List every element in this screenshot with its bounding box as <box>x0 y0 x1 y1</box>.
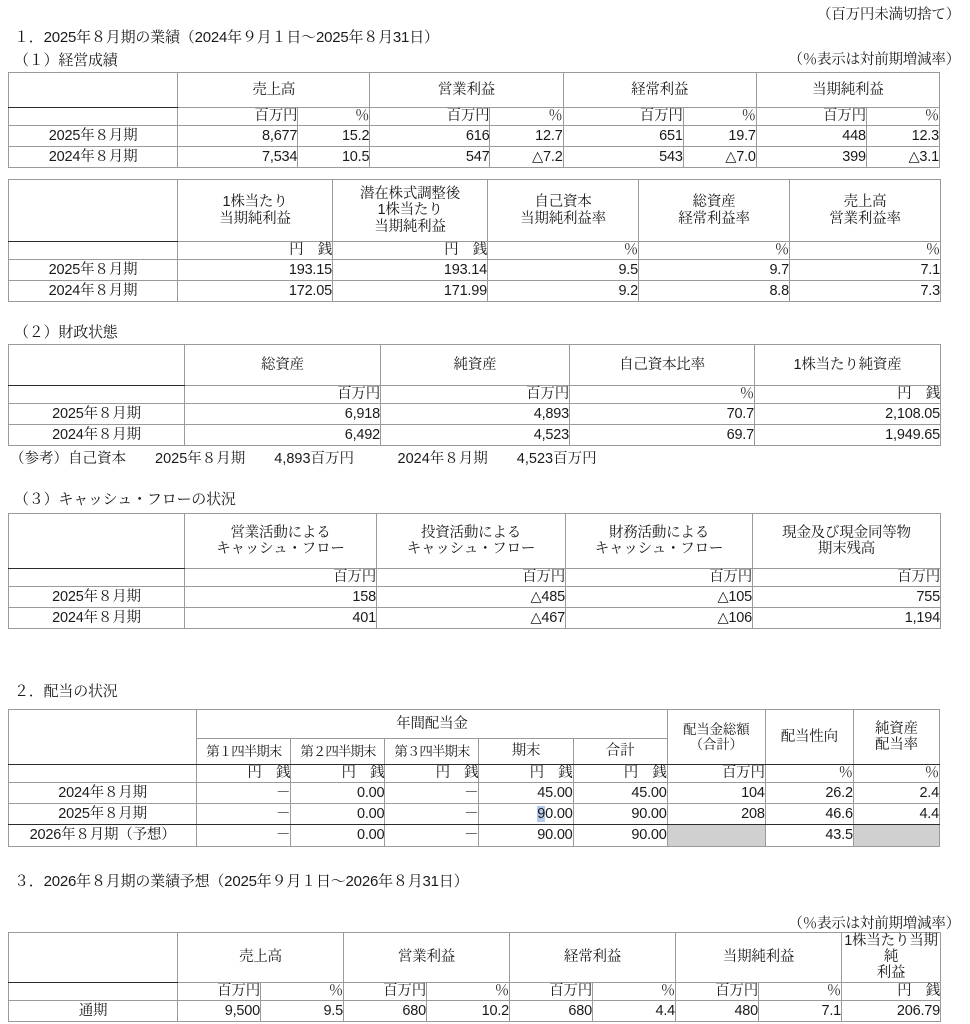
pershare-unit-2: ％ <box>488 242 639 260</box>
pershare-col-diluted-eps-l2: 1株当たり <box>377 202 443 219</box>
dividend-cell-2-7 <box>853 825 939 847</box>
dividend-cell-2-3: 90.00 <box>479 825 573 847</box>
pershare-col-roa <box>639 180 790 242</box>
dividend-cell-2-2: － <box>385 825 479 847</box>
table-row-header <box>9 345 941 386</box>
cashflow-cell-1-1: △467 <box>377 608 566 629</box>
results-cell-1-5: △7.0 <box>683 147 756 168</box>
dividend-cell-1-3 <box>479 804 573 825</box>
pershare-col-roe-l1: 自己資本 <box>534 194 592 211</box>
table-row-header <box>9 933 941 983</box>
forecast-col-operating-income: 営業利益 <box>344 933 510 983</box>
section1-title: １．2025年８月期の業績（2024年９月１日～2025年８月31日） <box>14 29 439 46</box>
forecast-table <box>8 932 941 1022</box>
pershare-unit-1: 円 銭 <box>333 242 488 260</box>
forecast-unit-1: ％ <box>261 982 344 1000</box>
position-cell-1-0: 6,492 <box>185 425 381 446</box>
dividend-cell-2-5 <box>667 825 765 847</box>
results-unit-0: 百万円 <box>178 108 298 126</box>
cashflow-cell-0-2: △105 <box>566 587 753 608</box>
cashflow-cell-1-0: 401 <box>185 608 377 629</box>
forecast-cell-0-8: 206.79 <box>842 1000 941 1021</box>
cashflow-unit-0: 百万円 <box>185 569 377 587</box>
pct-note-1: （％表示は対前期増減率） <box>788 52 960 68</box>
results-cell-1-2: 547 <box>370 147 490 168</box>
rounding-note: （百万円未満切捨て） <box>817 7 960 23</box>
results-table <box>8 72 940 168</box>
cashflow-col-investing-l2: キャッシュ・フロー <box>406 541 536 557</box>
pershare-cell-0-1: 193.14 <box>333 260 488 281</box>
position-unit-0: 百万円 <box>185 386 381 404</box>
dividend-cell-0-1: 0.00 <box>291 783 385 804</box>
forecast-cell-0-0: 9,500 <box>178 1000 261 1021</box>
dividend-row-label-1: 2025年８月期 <box>9 804 197 825</box>
pershare-col-opmargin <box>790 180 941 242</box>
table-row <box>9 126 940 147</box>
forecast-unit-5: ％ <box>593 982 676 1000</box>
position-row-label-0: 2025年８月期 <box>9 404 185 425</box>
table-row <box>9 147 940 168</box>
dividend-unit-0: 円 銭 <box>197 765 291 783</box>
dividend-col-total-amount-l2: （合計） <box>689 737 743 752</box>
table-row <box>9 260 941 281</box>
forecast-cell-0-3: 10.2 <box>427 1000 510 1021</box>
dividend-table <box>8 709 940 847</box>
pershare-table <box>8 179 941 302</box>
dividend-cell-2-0: － <box>197 825 291 847</box>
dividend-subcol-q2: 第２四半期末 <box>291 739 385 765</box>
dividend-cell-0-3: 45.00 <box>479 783 573 804</box>
dividend-cell-0-6: 26.2 <box>765 783 853 804</box>
position-corner-cell <box>9 345 185 386</box>
forecast-unit-blank <box>9 982 178 1000</box>
results-cell-0-6: 448 <box>756 126 866 147</box>
forecast-cell-0-5: 4.4 <box>593 1000 676 1021</box>
pershare-col-diluted-eps-l1: 潜在株式調整後 <box>359 186 461 203</box>
cashflow-table <box>8 513 941 629</box>
dividend-col-doe-l2: 配当率 <box>874 737 918 753</box>
cashflow-cell-0-3: 755 <box>753 587 941 608</box>
forecast-unit-4: 百万円 <box>510 982 593 1000</box>
position-cell-1-2: 69.7 <box>570 425 755 446</box>
pershare-cell-1-3: 8.8 <box>639 281 790 302</box>
position-cell-0-3: 2,108.05 <box>755 404 941 425</box>
forecast-cell-0-1: 9.5 <box>261 1000 344 1021</box>
table-row-header <box>9 514 941 569</box>
forecast-cell-0-2: 680 <box>344 1000 427 1021</box>
results-row-label-0: 2025年８月期 <box>9 126 178 147</box>
forecast-unit-7: ％ <box>759 982 842 1000</box>
results-cell-0-4: 651 <box>563 126 683 147</box>
dividend-unit-4: 円 銭 <box>573 765 667 783</box>
dividend-row-label-2: 2026年８月期（予想） <box>9 825 197 847</box>
dividend-cell-0-2: － <box>385 783 479 804</box>
cashflow-cell-0-0: 158 <box>185 587 377 608</box>
dividend-cell-2-4: 90.00 <box>573 825 667 847</box>
cashflow-col-investing <box>377 514 566 569</box>
position-cell-1-3: 1,949.65 <box>755 425 941 446</box>
forecast-unit-0: 百万円 <box>178 982 261 1000</box>
dividend-cell-1-3-rest: 0.00 <box>545 805 573 822</box>
cashflow-row-label-0: 2025年８月期 <box>9 587 185 608</box>
table-row <box>9 281 941 302</box>
position-unit-blank <box>9 386 185 404</box>
section1-sub1-title: （１）経営成績 <box>14 52 118 69</box>
pershare-unit-0: 円 銭 <box>178 242 333 260</box>
text-selection-highlight: 9 <box>537 805 546 822</box>
cashflow-unit-1: 百万円 <box>377 569 566 587</box>
table-row-units <box>9 982 941 1000</box>
section1-sub2-title: （２）財政状態 <box>14 324 118 341</box>
dividend-unit-3: 円 銭 <box>479 765 573 783</box>
cashflow-col-financing-l1: 財務活動による <box>608 524 710 541</box>
dividend-subcol-yearend: 期末 <box>479 739 573 765</box>
dividend-col-total-amount <box>667 710 765 765</box>
dividend-row-label-0: 2024年８月期 <box>9 783 197 804</box>
pershare-col-roe <box>488 180 639 242</box>
results-unit-2: 百万円 <box>370 108 490 126</box>
results-row-label-1: 2024年８月期 <box>9 147 178 168</box>
cashflow-col-cash-balance-l2: 期末残高 <box>817 541 876 557</box>
position-col-bps: 1株当たり純資産 <box>755 345 941 386</box>
position-row-label-1: 2024年８月期 <box>9 425 185 446</box>
position-unit-3: 円 銭 <box>755 386 941 404</box>
dividend-cell-0-7: 2.4 <box>853 783 939 804</box>
table-row <box>9 404 941 425</box>
table-row-units <box>9 386 941 404</box>
dividend-cell-1-7: 4.4 <box>853 804 939 825</box>
results-unit-4: 百万円 <box>563 108 683 126</box>
dividend-subcol-total: 合計 <box>573 739 667 765</box>
table-row-units <box>9 569 941 587</box>
forecast-col-eps <box>842 933 941 983</box>
cashflow-corner-cell <box>9 514 185 569</box>
forecast-col-eps-l2: 利益 <box>876 965 906 982</box>
table-row <box>9 804 940 825</box>
results-cell-0-1: 15.2 <box>298 126 370 147</box>
cashflow-unit-3: 百万円 <box>753 569 941 587</box>
cashflow-col-operating <box>185 514 377 569</box>
dividend-col-payout-ratio: 配当性向 <box>765 710 853 765</box>
forecast-col-ordinary-income: 経常利益 <box>510 933 676 983</box>
pershare-cell-1-4: 7.3 <box>790 281 941 302</box>
pershare-col-roa-l2: 経常利益率 <box>678 210 750 227</box>
results-cell-0-7: 12.3 <box>866 126 939 147</box>
dividend-cell-2-6: 43.5 <box>765 825 853 847</box>
results-cell-1-6: 399 <box>756 147 866 168</box>
pershare-cell-0-0: 193.15 <box>178 260 333 281</box>
pershare-col-eps-l1: 1株当たり <box>222 194 288 211</box>
pershare-col-eps-l2: 当期純利益 <box>219 210 291 227</box>
pershare-col-roe-l2: 当期純利益率 <box>520 210 606 227</box>
equity-reference-line: （参考）自己資本 2025年８月期 4,893百万円 2024年８月期 4,523百万円 <box>10 451 597 467</box>
pershare-col-opmargin-l1: 売上高 <box>843 194 887 211</box>
pershare-corner-cell <box>9 180 178 242</box>
pershare-cell-1-1: 171.99 <box>333 281 488 302</box>
results-cell-1-0: 7,534 <box>178 147 298 168</box>
dividend-unit-1: 円 銭 <box>291 765 385 783</box>
position-cell-1-1: 4,523 <box>381 425 570 446</box>
table-row-units <box>9 242 941 260</box>
dividend-cell-1-5: 208 <box>667 804 765 825</box>
table-row <box>9 825 940 847</box>
dividend-cell-1-4: 90.00 <box>573 804 667 825</box>
position-unit-2: ％ <box>570 386 755 404</box>
dividend-unit-6: ％ <box>765 765 853 783</box>
results-cell-1-7: △3.1 <box>866 147 939 168</box>
pershare-cell-1-2: 9.2 <box>488 281 639 302</box>
results-col-operating-income: 営業利益 <box>370 73 563 108</box>
section3-title: ３．2026年８月期の業績予想（2025年９月１日～2026年８月31日） <box>14 873 469 890</box>
cashflow-cell-1-3: 1,194 <box>753 608 941 629</box>
pershare-row-label-1: 2024年８月期 <box>9 281 178 302</box>
dividend-cell-1-6: 46.6 <box>765 804 853 825</box>
position-col-equity-ratio: 自己資本比率 <box>570 345 755 386</box>
position-cell-0-0: 6,918 <box>185 404 381 425</box>
forecast-unit-3: ％ <box>427 982 510 1000</box>
pershare-cell-0-3: 9.7 <box>639 260 790 281</box>
pershare-col-eps <box>178 180 333 242</box>
table-row <box>9 1000 941 1021</box>
dividend-subcol-q1: 第１四半期末 <box>197 739 291 765</box>
cashflow-col-financing <box>566 514 753 569</box>
financial-position-table <box>8 344 941 446</box>
results-unit-3: ％ <box>490 108 563 126</box>
forecast-corner-cell <box>9 933 178 983</box>
table-row-units <box>9 108 940 126</box>
pershare-col-diluted-eps <box>333 180 488 242</box>
pershare-col-diluted-eps-l3: 当期純利益 <box>374 218 446 235</box>
results-unit-5: ％ <box>683 108 756 126</box>
cashflow-col-operating-l2: キャッシュ・フロー <box>216 541 345 557</box>
dividend-cell-1-1: 0.00 <box>291 804 385 825</box>
results-cell-0-2: 616 <box>370 126 490 147</box>
dividend-col-doe-l1: 純資産 <box>874 720 918 737</box>
section2-title: ２．配当の状況 <box>14 683 118 700</box>
pershare-row-label-0: 2025年８月期 <box>9 260 178 281</box>
results-cell-0-3: 12.7 <box>490 126 563 147</box>
cashflow-row-label-1: 2024年８月期 <box>9 608 185 629</box>
forecast-col-sales: 売上高 <box>178 933 344 983</box>
pershare-cell-0-4: 7.1 <box>790 260 941 281</box>
results-cell-0-0: 8,677 <box>178 126 298 147</box>
dividend-unit-5: 百万円 <box>667 765 765 783</box>
results-col-ordinary-income: 経常利益 <box>563 73 756 108</box>
dividend-cell-1-0: － <box>197 804 291 825</box>
table-row-header <box>9 180 941 242</box>
cashflow-cell-1-2: △106 <box>566 608 753 629</box>
pershare-unit-blank <box>9 242 178 260</box>
dividend-corner-cell <box>9 710 197 765</box>
position-cell-0-2: 70.7 <box>570 404 755 425</box>
position-col-total-assets: 総資産 <box>185 345 381 386</box>
pershare-unit-3: ％ <box>639 242 790 260</box>
cashflow-col-financing-l2: キャッシュ・フロー <box>594 541 724 557</box>
forecast-row-label-0: 通期 <box>9 1000 178 1021</box>
position-col-net-assets: 純資産 <box>381 345 570 386</box>
pershare-cell-1-0: 172.05 <box>178 281 333 302</box>
dividend-cell-0-5: 104 <box>667 783 765 804</box>
dividend-col-total-amount-l1: 配当金総額 <box>682 721 750 737</box>
forecast-cell-0-4: 680 <box>510 1000 593 1021</box>
table-row <box>9 587 941 608</box>
results-cell-1-1: 10.5 <box>298 147 370 168</box>
forecast-unit-6: 百万円 <box>676 982 759 1000</box>
cashflow-col-cash-balance-l1: 現金及び現金同等物 <box>782 524 911 541</box>
cashflow-col-operating-l1: 営業活動による <box>230 524 331 541</box>
dividend-unit-7: ％ <box>853 765 939 783</box>
forecast-col-eps-l1: 1株当たり当期純 <box>844 933 938 966</box>
cashflow-unit-blank <box>9 569 185 587</box>
results-cell-0-5: 19.7 <box>683 126 756 147</box>
pct-note-3: （％表示は対前期増減率） <box>788 916 960 932</box>
pershare-col-roa-l1: 総資産 <box>692 194 736 211</box>
results-cell-1-3: △7.2 <box>490 147 563 168</box>
table-row-units <box>9 765 940 783</box>
results-unit-1: ％ <box>298 108 370 126</box>
dividend-group-header: 年間配当金 <box>197 710 667 739</box>
results-col-sales: 売上高 <box>178 73 370 108</box>
table-row-header <box>9 73 940 108</box>
dividend-col-dividend-on-equity <box>853 710 939 765</box>
results-corner-cell <box>9 73 178 108</box>
results-col-net-income: 当期純利益 <box>756 73 939 108</box>
cashflow-unit-2: 百万円 <box>566 569 753 587</box>
table-row-header <box>9 710 940 739</box>
dividend-subcol-q3: 第３四半期末 <box>385 739 479 765</box>
cashflow-cell-0-1: △485 <box>377 587 566 608</box>
dividend-unit-blank <box>9 765 197 783</box>
table-row <box>9 425 941 446</box>
results-unit-blank <box>9 108 178 126</box>
pershare-col-opmargin-l2: 営業利益率 <box>829 210 901 227</box>
results-unit-7: ％ <box>866 108 939 126</box>
results-unit-6: 百万円 <box>756 108 866 126</box>
dividend-cell-1-2: － <box>385 804 479 825</box>
dividend-unit-2: 円 銭 <box>385 765 479 783</box>
table-row <box>9 608 941 629</box>
pershare-unit-4: ％ <box>790 242 941 260</box>
cashflow-col-investing-l1: 投資活動による <box>420 524 522 541</box>
forecast-cell-0-6: 480 <box>676 1000 759 1021</box>
forecast-cell-0-7: 7.1 <box>759 1000 842 1021</box>
pershare-cell-0-2: 9.5 <box>488 260 639 281</box>
section1-sub3-title: （３）キャッシュ・フローの状況 <box>14 491 236 508</box>
dividend-cell-2-1: 0.00 <box>291 825 385 847</box>
dividend-cell-0-4: 45.00 <box>573 783 667 804</box>
position-unit-1: 百万円 <box>381 386 570 404</box>
forecast-unit-8: 円 銭 <box>842 982 941 1000</box>
cashflow-col-cash-balance <box>753 514 941 569</box>
results-cell-1-4: 543 <box>563 147 683 168</box>
position-cell-0-1: 4,893 <box>381 404 570 425</box>
forecast-col-net-income: 当期純利益 <box>676 933 842 983</box>
dividend-cell-0-0: － <box>197 783 291 804</box>
forecast-unit-2: 百万円 <box>344 982 427 1000</box>
table-row <box>9 783 940 804</box>
